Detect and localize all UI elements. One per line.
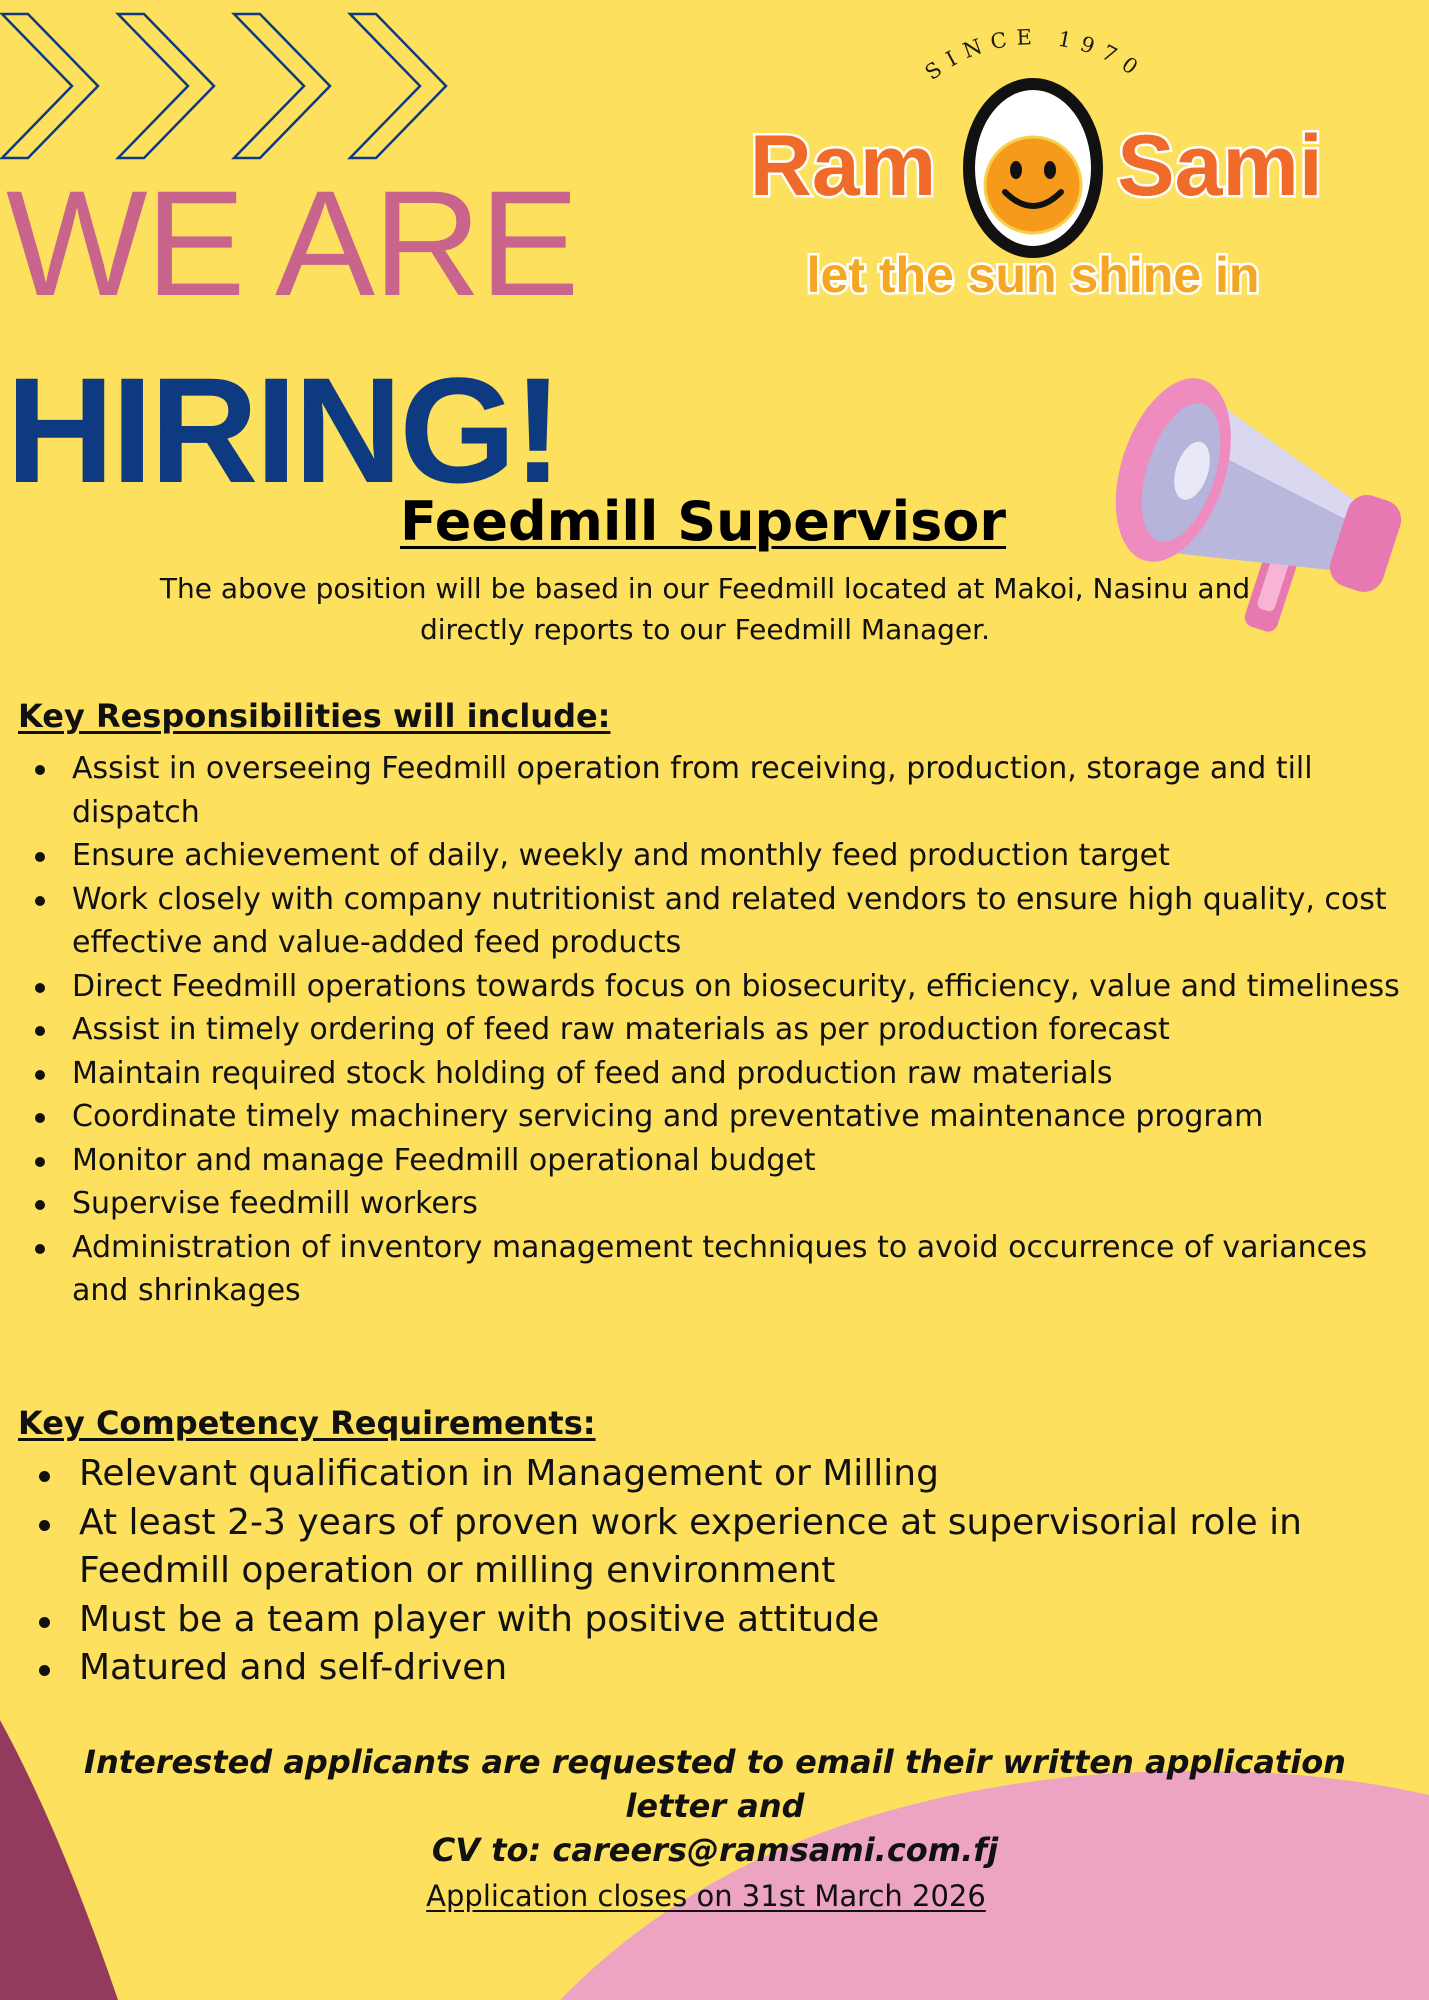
competencies-list	[79, 1450, 1339, 1693]
list-item: Must be a team player with positive attitude	[79, 1596, 1339, 1645]
apply-line1: Interested applicants are requested to email their written application letter and	[84, 1743, 1346, 1825]
logo-brand-left: Ram	[749, 118, 937, 214]
list-item: Assist in overseeing Feedmill operation from receiving, production, storage and till dispatch	[72, 747, 1412, 834]
list-item: Coordinate timely machinery servicing and preventative maintenance program	[72, 1095, 1412, 1139]
closing-date: Application closes on 31st March 2026	[426, 1879, 986, 1913]
list-item: Ensure achievement of daily, weekly and monthly feed production target	[72, 834, 1412, 878]
apply-line2: CV to: careers@ramsami.com.fj	[431, 1831, 999, 1869]
list-item: At least 2-3 years of proven work experience at supervisorial role in Feedmill operation or milling environment	[79, 1499, 1339, 1596]
smiley-egg-icon	[969, 84, 1097, 252]
headline-hiring: HIRING!	[6, 346, 560, 514]
logo-tagline: let the sun shine in	[806, 247, 1260, 303]
responsibilities-heading: Key Responsibilities will include:	[18, 697, 611, 735]
headline-we-are: WE ARE	[6, 159, 578, 327]
chevron-right-icon	[234, 14, 330, 158]
logo-since-text: SINCE 1970	[920, 24, 1150, 85]
logo-brand-right: Sami	[1117, 118, 1323, 214]
ramsami-logo	[715, 20, 1355, 320]
competencies-heading: Key Competency Requirements:	[18, 1404, 596, 1442]
list-item: Work closely with company nutritionist and related vendors to ensure high quality, cost effective and value-added feed products	[72, 878, 1412, 965]
list-item: Relevant qualification in Management or Milling	[79, 1450, 1339, 1499]
list-item: Direct Feedmill operations towards focus on biosecurity, efficiency, value and timeliness	[72, 965, 1412, 1009]
job-intro	[105, 568, 1305, 650]
chevron-decoration	[0, 12, 460, 162]
apply-instructions	[30, 1740, 1400, 1872]
list-item: Matured and self-driven	[79, 1644, 1339, 1693]
list-item: Supervise feedmill workers	[72, 1182, 1412, 1226]
job-title: Feedmill Supervisor	[400, 490, 1007, 553]
job-intro-line1: The above position will be based in our Feedmill located at Makoi, Nasinu and	[159, 572, 1251, 605]
list-item: Maintain required stock holding of feed and production raw materials	[72, 1052, 1412, 1096]
list-item: Monitor and manage Feedmill operational budget	[72, 1139, 1412, 1183]
chevron-right-icon	[2, 14, 98, 158]
list-item: Assist in timely ordering of feed raw materials as per production forecast	[72, 1008, 1412, 1052]
chevron-right-icon	[350, 14, 446, 158]
list-item: Administration of inventory management techniques to avoid occurrence of variances and shrinkages	[72, 1226, 1412, 1313]
job-intro-line2: directly reports to our Feedmill Manager.	[420, 613, 990, 646]
responsibilities-list	[72, 747, 1412, 1313]
chevron-right-icon	[118, 14, 214, 158]
